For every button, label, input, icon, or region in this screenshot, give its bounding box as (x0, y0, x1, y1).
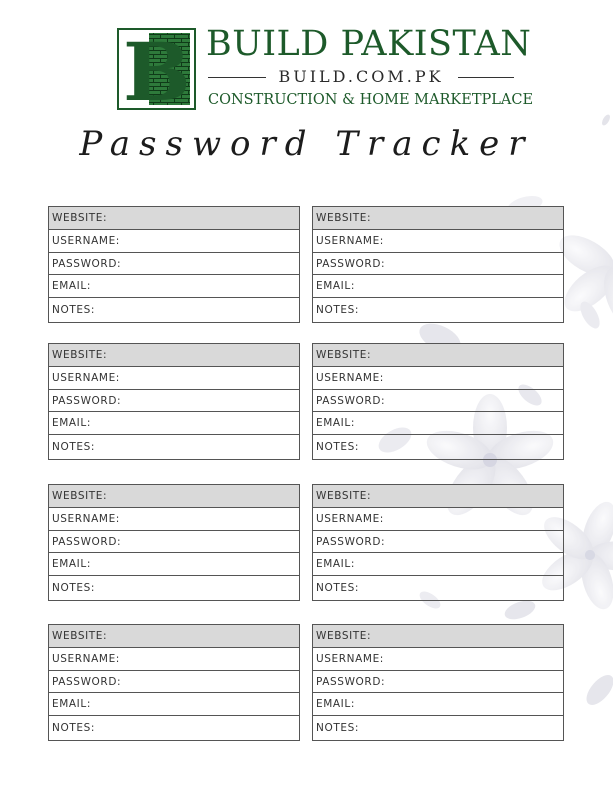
email-field[interactable] (49, 412, 299, 435)
website-field[interactable] (49, 207, 299, 230)
password-field[interactable] (313, 531, 563, 554)
username-field[interactable] (49, 648, 299, 671)
password-label: PASSWORD: (52, 394, 122, 407)
password-label: PASSWORD: (316, 394, 386, 407)
notes-label: NOTES: (52, 722, 95, 735)
username-field[interactable] (313, 648, 563, 671)
notes-field[interactable] (313, 298, 563, 322)
logo-letter: B (123, 30, 191, 108)
website-field[interactable] (313, 207, 563, 230)
password-entry-card (312, 206, 564, 323)
password-entry-card (48, 484, 300, 601)
website-label: WEBSITE: (52, 630, 108, 642)
email-field[interactable] (313, 693, 563, 716)
password-entry-card (48, 624, 300, 741)
website-label: WEBSITE: (316, 490, 372, 502)
notes-label: NOTES: (316, 582, 359, 595)
notes-label: NOTES: (52, 582, 95, 595)
notes-field[interactable] (49, 298, 299, 322)
username-label: USERNAME: (316, 512, 384, 525)
email-label: EMAIL: (52, 280, 91, 293)
email-label: EMAIL: (316, 280, 355, 293)
website-field[interactable] (313, 344, 563, 367)
notes-field[interactable] (49, 576, 299, 600)
password-label: PASSWORD: (316, 675, 386, 688)
email-label: EMAIL: (52, 417, 91, 430)
username-field[interactable] (49, 508, 299, 531)
password-field[interactable] (313, 671, 563, 694)
password-entry-card (312, 343, 564, 460)
email-field[interactable] (49, 693, 299, 716)
username-label: USERNAME: (316, 652, 384, 665)
website-label: WEBSITE: (316, 630, 372, 642)
username-label: USERNAME: (316, 234, 384, 247)
email-field[interactable] (313, 553, 563, 576)
website-field[interactable] (49, 485, 299, 508)
username-field[interactable] (49, 367, 299, 390)
notes-field[interactable] (313, 435, 563, 459)
username-label: USERNAME: (52, 234, 120, 247)
email-label: EMAIL: (316, 698, 355, 711)
brand-domain-row (208, 67, 514, 87)
password-entry-card (48, 206, 300, 323)
username-field[interactable] (49, 230, 299, 253)
username-label: USERNAME: (52, 371, 120, 384)
email-field[interactable] (49, 553, 299, 576)
email-field[interactable] (313, 275, 563, 298)
page-title: Password Tracker (79, 124, 534, 164)
notes-label: NOTES: (316, 304, 359, 317)
brand-logo (117, 24, 534, 112)
password-field[interactable] (313, 390, 563, 413)
password-entry-card (312, 624, 564, 741)
petal-decoration (582, 670, 613, 709)
password-field[interactable] (313, 253, 563, 276)
password-field[interactable] (49, 531, 299, 554)
password-entry-card (48, 343, 300, 460)
password-field[interactable] (49, 253, 299, 276)
notes-field[interactable] (49, 435, 299, 459)
email-label: EMAIL: (316, 417, 355, 430)
email-label: EMAIL: (316, 558, 355, 571)
brand-tagline: CONSTRUCTION & HOME MARKETPLACE (208, 92, 534, 108)
username-field[interactable] (313, 508, 563, 531)
username-label: USERNAME: (52, 652, 120, 665)
notes-field[interactable] (313, 576, 563, 600)
website-label: WEBSITE: (316, 349, 372, 361)
username-field[interactable] (313, 230, 563, 253)
notes-label: NOTES: (316, 722, 359, 735)
password-field[interactable] (49, 390, 299, 413)
password-entry-card (312, 484, 564, 601)
username-label: USERNAME: (52, 512, 120, 525)
brand-title: BUILD PAKISTAN (206, 24, 532, 64)
username-field[interactable] (313, 367, 563, 390)
username-label: USERNAME: (316, 371, 384, 384)
notes-label: NOTES: (316, 441, 359, 454)
notes-label: NOTES: (52, 304, 95, 317)
email-label: EMAIL: (52, 698, 91, 711)
logo-brick-b-icon (117, 28, 196, 110)
email-label: EMAIL: (52, 558, 91, 571)
email-field[interactable] (49, 275, 299, 298)
password-label: PASSWORD: (316, 535, 386, 548)
website-label: WEBSITE: (52, 212, 108, 224)
notes-label: NOTES: (52, 441, 95, 454)
password-label: PASSWORD: (52, 257, 122, 270)
password-label: PASSWORD: (316, 257, 386, 270)
website-label: WEBSITE: (52, 349, 108, 361)
email-field[interactable] (313, 412, 563, 435)
website-field[interactable] (313, 625, 563, 648)
notes-field[interactable] (49, 716, 299, 740)
password-label: PASSWORD: (52, 675, 122, 688)
password-field[interactable] (49, 671, 299, 694)
website-field[interactable] (313, 485, 563, 508)
brand-domain: BUILD.COM.PK (278, 67, 444, 86)
divider (458, 77, 514, 78)
website-field[interactable] (49, 625, 299, 648)
password-label: PASSWORD: (52, 535, 122, 548)
website-field[interactable] (49, 344, 299, 367)
website-label: WEBSITE: (52, 490, 108, 502)
notes-field[interactable] (313, 716, 563, 740)
website-label: WEBSITE: (316, 212, 372, 224)
